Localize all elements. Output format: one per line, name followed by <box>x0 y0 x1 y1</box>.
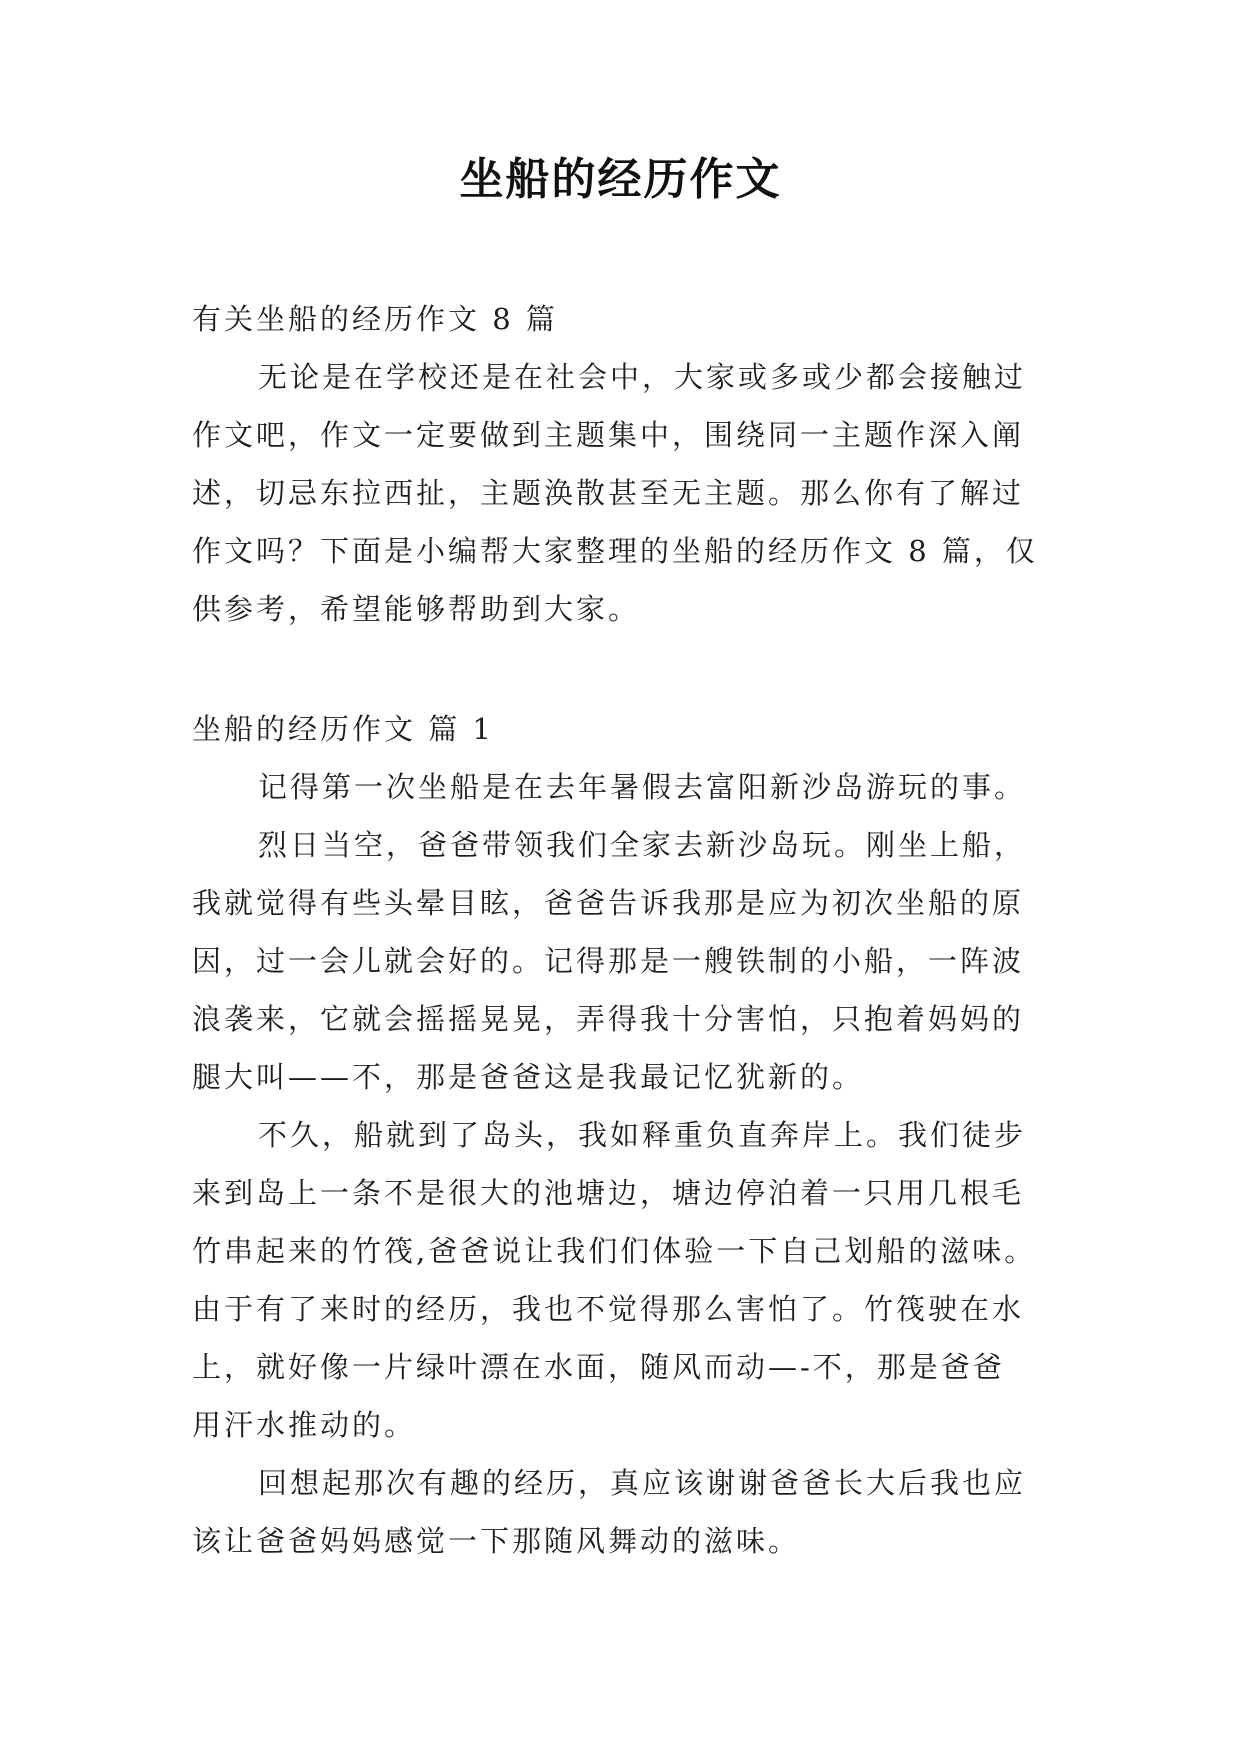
text-line: 腿大叫——不，那是爸爸这是我最记忆犹新的。 <box>192 1060 865 1094</box>
text-line: 述，切忌东拉西扯，主题涣散甚至无主题。那么你有了解过 <box>192 476 1025 510</box>
text-line: 浪袭来，它就会摇摇晃晃，弄得我十分害怕，只抱着妈妈的 <box>192 1002 1025 1036</box>
text-line: 该让爸爸妈妈感觉一下那随风舞动的滋味。 <box>192 1524 801 1558</box>
text-line: 竹串起来的竹筏,爸爸说让我们们体验一下自己划船的滋味。 <box>192 1234 1037 1268</box>
text-line: 无论是在学校还是在社会中，大家或多或少都会接触过 <box>258 360 1027 394</box>
text-line: 上，就好像一片绿叶漂在水面，随风而动—-不，那是爸爸 <box>192 1350 1005 1384</box>
essay-paragraph-3 <box>192 1106 1068 1454</box>
text-line: 不久，船就到了岛头，我如释重负直奔岸上。我们徒步 <box>258 1118 1027 1152</box>
intro-paragraph <box>192 348 1068 638</box>
text-line: 来到岛上一条不是很大的池塘边，塘边停泊着一只用几根毛 <box>192 1176 1025 1210</box>
section-spacer <box>192 638 1068 700</box>
essay-paragraph-2 <box>192 816 1068 1106</box>
text-line: 由于有了来时的经历，我也不觉得那么害怕了。竹筏驶在水 <box>192 1292 1025 1326</box>
document-title: 坐船的经历作文 <box>459 154 782 205</box>
document-subtitle: 有关坐船的经历作文 8 篇 <box>192 302 558 336</box>
text-line: 用汗水推动的。 <box>192 1408 417 1442</box>
essay-paragraph-1 <box>192 758 1068 816</box>
text-line: 回想起那次有趣的经历，真应该谢谢爸爸长大后我也应 <box>258 1466 1027 1500</box>
text-line: 因，过一会儿就会好的。记得那是一艘铁制的小船，一阵波 <box>192 944 1025 978</box>
text-line: 作文吗？下面是小编帮大家整理的坐船的经历作文 8 篇，仅 <box>192 534 1038 568</box>
text-line: 供参考，希望能够帮助到大家。 <box>192 592 641 626</box>
text-line: 我就觉得有些头晕目眩，爸爸告诉我那是应为初次坐船的原 <box>192 886 1025 920</box>
essay-paragraph-4 <box>192 1454 1068 1570</box>
text-line: 记得第一次坐船是在去年暑假去富阳新沙岛游玩的事。 <box>258 770 1027 804</box>
section-heading: 坐船的经历作文 篇 1 <box>192 712 494 746</box>
text-line: 作文吧，作文一定要做到主题集中，围绕同一主题作深入阐 <box>192 418 1025 452</box>
document-body <box>192 290 1068 1570</box>
text-line: 烈日当空，爸爸带领我们全家去新沙岛玩。刚坐上船， <box>258 828 1027 862</box>
